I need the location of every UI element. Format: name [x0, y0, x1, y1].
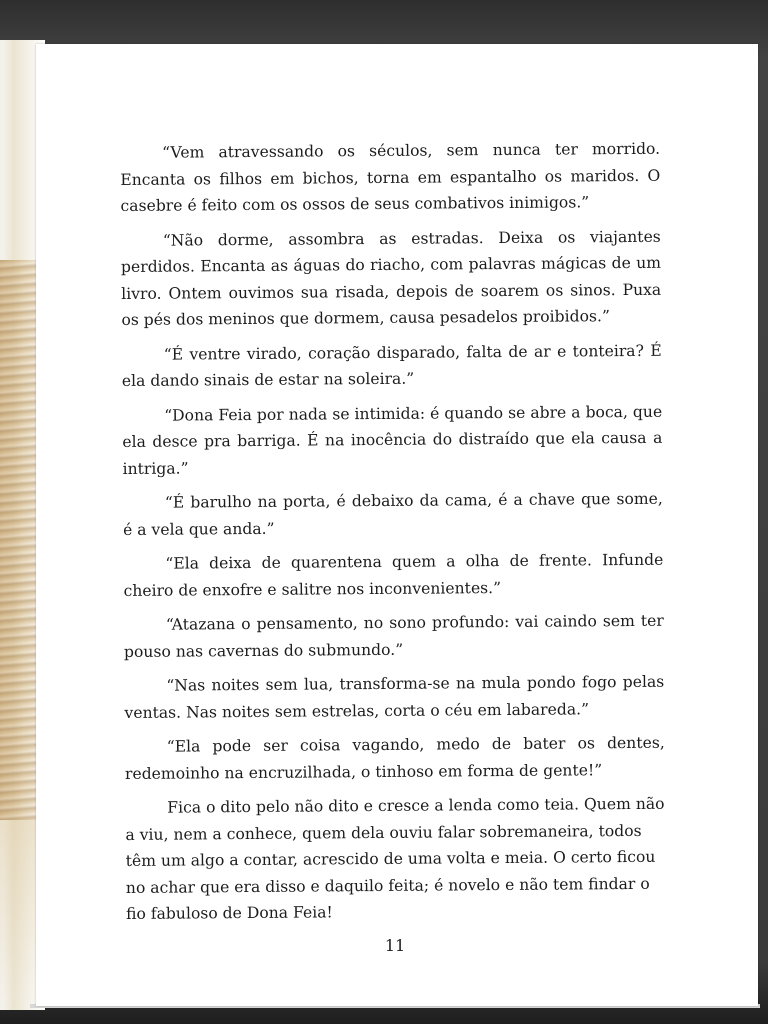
adjacent-page-fade: [0, 820, 38, 1000]
paragraph-2: “Não dorme, assombra as estradas. Deixa os viajantes perdidos. Encanta as águas do riacho, com palavras mágicas de um livro. Ontem ouvimos sua risada, depois de soarem os sinos. Puxa os pés dos meninos que dormem, causa pesadelos proibidos.”: [120, 227, 662, 329]
paragraph-6: “Ela deixa de quarentena quem a olha de frente. Infunde cheiro de enxofre e salitre nos inconvenientes.”: [123, 550, 664, 600]
paragraph-8: “Nas noites sem lua, transforma-se na mula pondo fogo pelas ventas. Nas noites sem estrelas, corta o céu em labareda.”: [124, 672, 665, 722]
adjacent-page-illustration: [0, 260, 40, 820]
paragraph-7: “Atazana o pensamento, no sono profundo: vai caindo sem ter pouso nas cavernas do submundo.”: [123, 611, 664, 661]
page-number: 11: [384, 936, 406, 955]
paragraph-5: “É barulho na porta, é debaixo da cama, é a chave que some, é a vela que anda.”: [122, 489, 663, 539]
paragraph-4: “Dona Feia por nada se intimida: é quando se abre a boca, que ela desce pra barriga. É na inocência do distraído que ela causa a intriga.”: [122, 402, 663, 478]
page-text: [120, 136, 666, 936]
paragraph-3: “É ventre virado, coração disparado, falta de ar e tonteira? É ela dando sinais de estar na soleira.”: [121, 341, 662, 390]
paragraph-9: “Ela pode ser coisa vagando, medo de bater os dentes, redemoinho na encruzilhada, o tinhoso em forma de gente!”: [124, 733, 665, 783]
paragraph-10: Fica o dito pelo não dito e cresce a lenda como teia. Quem não a viu, nem a conhece, quem dela ouviu falar sobremaneira, todos têm um algo a contar, acrescido de uma volta e meia. O certo ficou no achar que era disso e daquilo feita; é novelo e não tem findar o fio fabuloso de Dona Feia!: [125, 794, 665, 923]
paragraph-1: “Vem atravessando os séculos, sem nunca ter morrido. Encanta os filhos em bichos, torna em espantalho os maridos. O casebre é feito com os ossos de seus combativos inimigos.”: [120, 139, 661, 215]
